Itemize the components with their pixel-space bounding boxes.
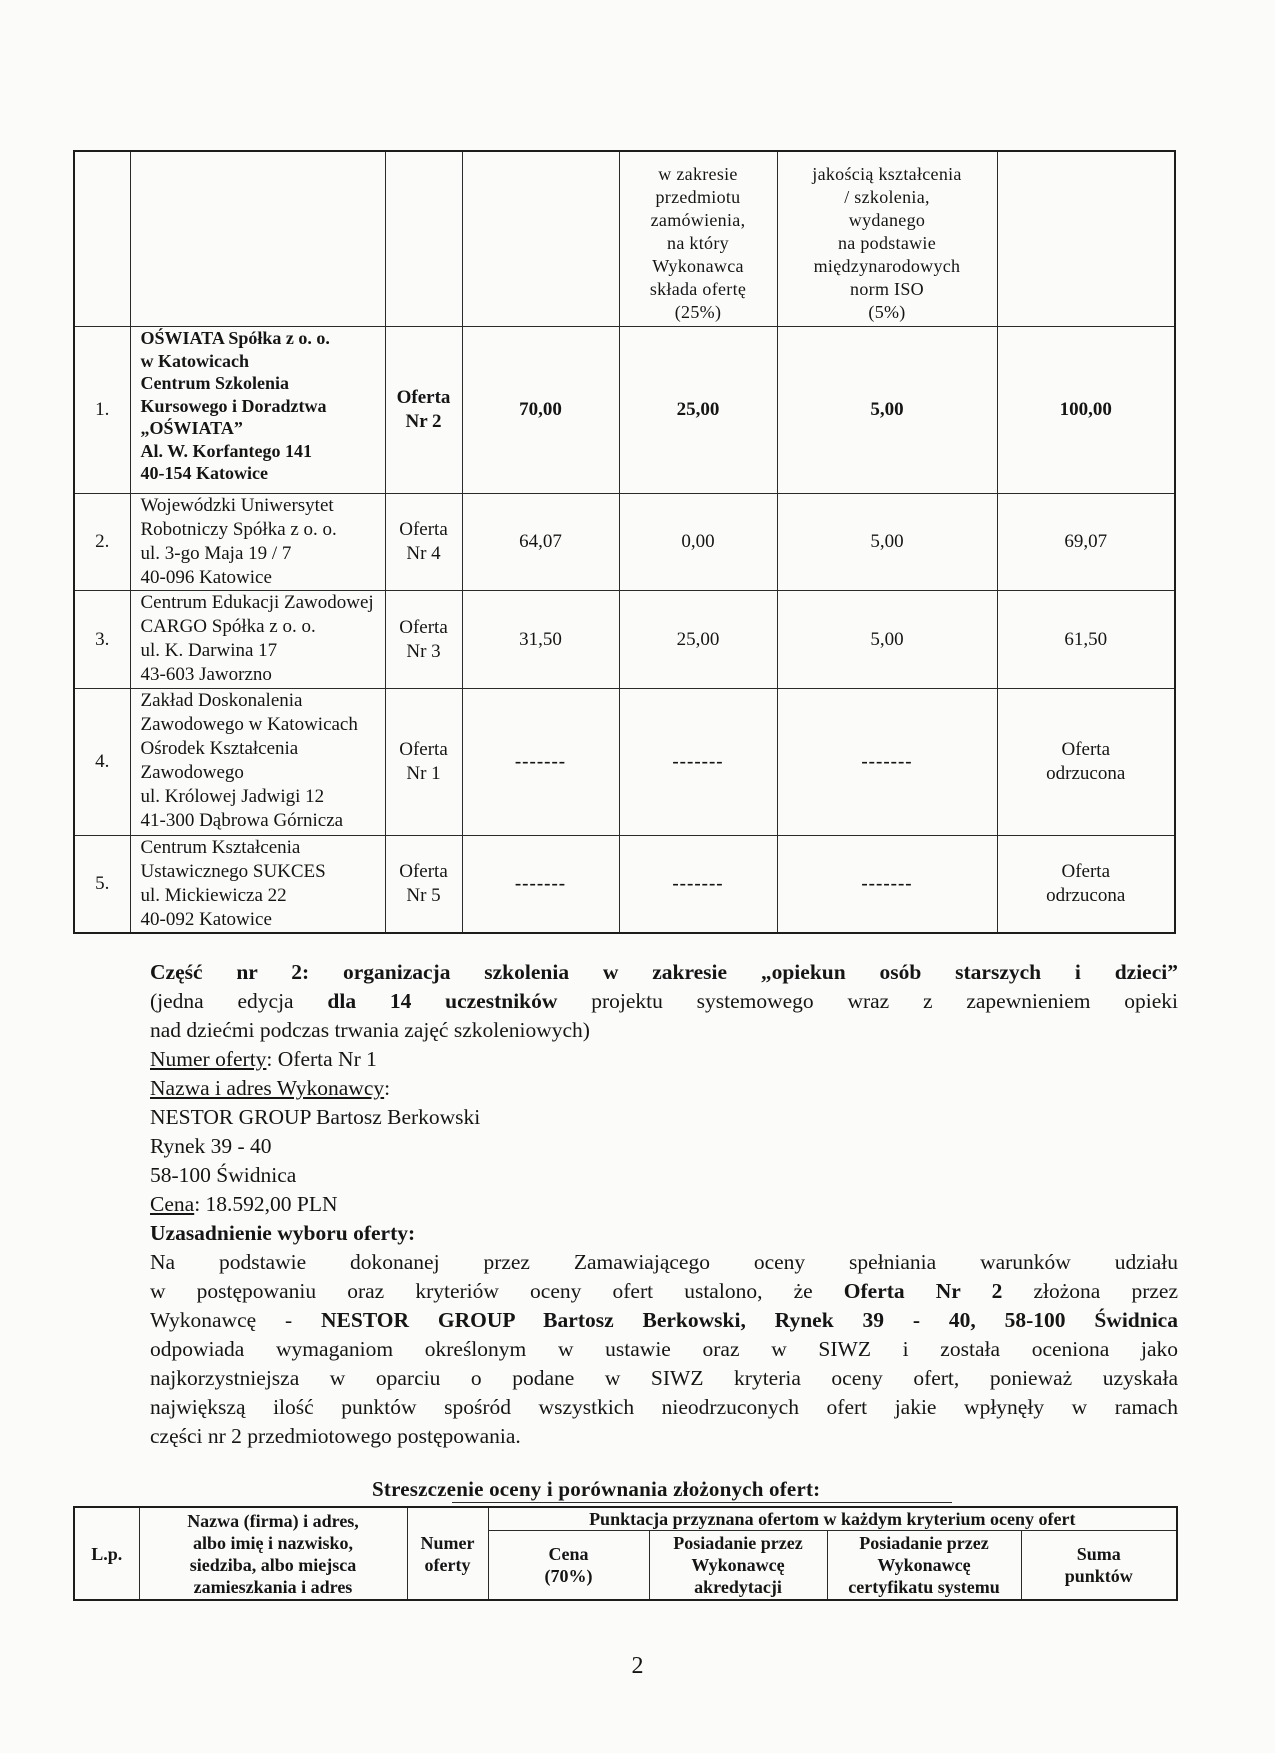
offer-number-line: Numer oferty: Oferta Nr 1 [150, 1047, 377, 1071]
row-subject-score: 25,00 [619, 591, 777, 689]
row-iso-score: 5,00 [777, 591, 997, 689]
row-lp: 1. [74, 327, 130, 494]
row-subject-score: 25,00 [619, 327, 777, 494]
header-cell-empty [462, 151, 619, 327]
row-offer-number: Oferta Nr 4 [385, 494, 462, 591]
row-price-score: ------- [462, 689, 619, 836]
table-header-row [74, 151, 1175, 327]
justification-line: części nr 2 przedmiotowego postępowania. [150, 1424, 521, 1448]
justification-line: w postępowaniu oraz kryteriów oceny ofert ustalono, że Oferta Nr 2 złożona przez [150, 1279, 1178, 1303]
evaluation-table-part1 [73, 150, 1176, 934]
row-lp: 4. [74, 689, 130, 836]
row-offer-number: Oferta Nr 5 [385, 836, 462, 934]
row-lp: 5. [74, 836, 130, 934]
contractor-name: NESTOR GROUP Bartosz Berkowski [150, 1105, 481, 1129]
col-name: Nazwa (firma) i adres, albo imię i nazwisko, siedziba, albo miejsca zamieszkania i adres [139, 1507, 407, 1600]
table-row [74, 591, 1175, 689]
summary-title: Streszczenie oceny i porównania złożonych ofert: [372, 1477, 821, 1501]
row-contractor: Zakład Doskonalenia Zawodowego w Katowicach Ośrodek Kształcenia Zawodowego ul. Królowej Jadwigi 12 41-300 Dąbrowa Górnicza [130, 689, 385, 836]
col-certificate: Posiadanie przez Wykonawcę certyfikatu systemu [827, 1531, 1021, 1601]
col-accreditation: Posiadanie przez Wykonawcę akredytacji [649, 1531, 827, 1601]
header-criterion-subject: w zakresie przedmiotu zamówienia, na który Wykonawca składa ofertę (25%) [619, 151, 777, 327]
summary-table-header [73, 1506, 1178, 1601]
row-lp: 3. [74, 591, 130, 689]
header-cell-empty [74, 151, 130, 327]
contractor-label-line: Nazwa i adres Wykonawcy: [150, 1076, 391, 1100]
row-iso-score: ------- [777, 689, 997, 836]
row-total-rejected: Oferta odrzucona [997, 836, 1175, 934]
row-price-score: 64,07 [462, 494, 619, 591]
row-contractor: Centrum Edukacji Zawodowej CARGO Spółka z o. o. ul. K. Darwina 17 43-603 Jaworzno [130, 591, 385, 689]
row-contractor: Wojewódzki Uniwersytet Robotniczy Spółka z o. o. ul. 3-go Maja 19 / 7 40-096 Katowice [130, 494, 385, 591]
col-lp: L.p. [74, 1507, 139, 1600]
table-row [74, 327, 1175, 494]
justification-line: Na podstawie dokonanej przez Zamawiającego oceny spełniania warunków udziału [150, 1250, 1178, 1274]
summary-title-underline [452, 1502, 952, 1503]
row-offer-number: Oferta Nr 3 [385, 591, 462, 689]
justification-line: najkorzystniejsza w oparciu o podane w SIWZ kryteria oceny ofert, ponieważ uzyskała [150, 1366, 1178, 1390]
header-cell-empty [997, 151, 1175, 327]
table-row [74, 494, 1175, 591]
part2-description-cont: nad dziećmi podczas trwania zajęć szkoleniowych) [150, 1018, 590, 1042]
col-offer-number: Numer oferty [407, 1507, 488, 1600]
row-total-rejected: Oferta odrzucona [997, 689, 1175, 836]
row-subject-score: 0,00 [619, 494, 777, 591]
justification-heading: Uzasadnienie wyboru oferty: [150, 1221, 416, 1245]
header-cell-empty [385, 151, 462, 327]
part2-description: (jedna edycja dla 14 uczestników projektu systemowego wraz z zapewnieniem opieki [150, 989, 1179, 1013]
header-criterion-iso: jakością kształcenia / szkolenia, wydanego na podstawie międzynarodowych norm ISO (5%) [777, 151, 997, 327]
row-subject-score: ------- [619, 836, 777, 934]
row-offer-number: Oferta Nr 1 [385, 689, 462, 836]
price-line: Cena: 18.592,00 PLN [150, 1192, 338, 1216]
justification-line: największą ilość punktów spośród wszystkich nieodrzuconych ofert jakie wpłynęły w ramach [150, 1395, 1178, 1419]
table-row [74, 689, 1175, 836]
row-contractor: Centrum Kształcenia Ustawicznego SUKCES ul. Mickiewicza 22 40-092 Katowice [130, 836, 385, 934]
row-total-score: 61,50 [997, 591, 1175, 689]
row-price-score: ------- [462, 836, 619, 934]
row-subject-score: ------- [619, 689, 777, 836]
row-iso-score: 5,00 [777, 327, 997, 494]
row-iso-score: 5,00 [777, 494, 997, 591]
header-cell-empty [130, 151, 385, 327]
table-row [74, 836, 1175, 934]
row-iso-score: ------- [777, 836, 997, 934]
row-lp: 2. [74, 494, 130, 591]
justification-line: odpowiada wymaganiom określonym w ustawie oraz w SIWZ i została oceniona jako [150, 1337, 1178, 1361]
row-total-score: 100,00 [997, 327, 1175, 494]
row-offer-number: Oferta Nr 2 [385, 327, 462, 494]
contractor-city: 58-100 Świdnica [150, 1163, 297, 1187]
summary-header-row [74, 1507, 1177, 1531]
row-price-score: 31,50 [462, 591, 619, 689]
row-price-score: 70,00 [462, 327, 619, 494]
justification-line: Wykonawcę - NESTOR GROUP Bartosz Berkowski, Rynek 39 - 40, 58-100 Świdnica [150, 1308, 1178, 1332]
col-sum: Suma punktów [1021, 1531, 1177, 1601]
row-contractor: OŚWIATA Spółka z o. o. w Katowicach Centrum Szkolenia Kursowego i Doradztwa „OŚWIATA” Al. W. Korfantego 141 40-154 Katowice [130, 327, 385, 494]
contractor-street: Rynek 39 - 40 [150, 1134, 272, 1158]
page-number: 2 [631, 1653, 644, 1679]
col-price: Cena (70%) [488, 1531, 649, 1601]
part2-heading: Część nr 2: organizacja szkolenia w zakresie „opiekun osób starszych i dzieci” [150, 960, 1178, 984]
part2-section [150, 958, 1178, 1451]
col-score-span: Punktacja przyznana ofertom w każdym kryterium oceny ofert [488, 1507, 1177, 1531]
row-total-score: 69,07 [997, 494, 1175, 591]
